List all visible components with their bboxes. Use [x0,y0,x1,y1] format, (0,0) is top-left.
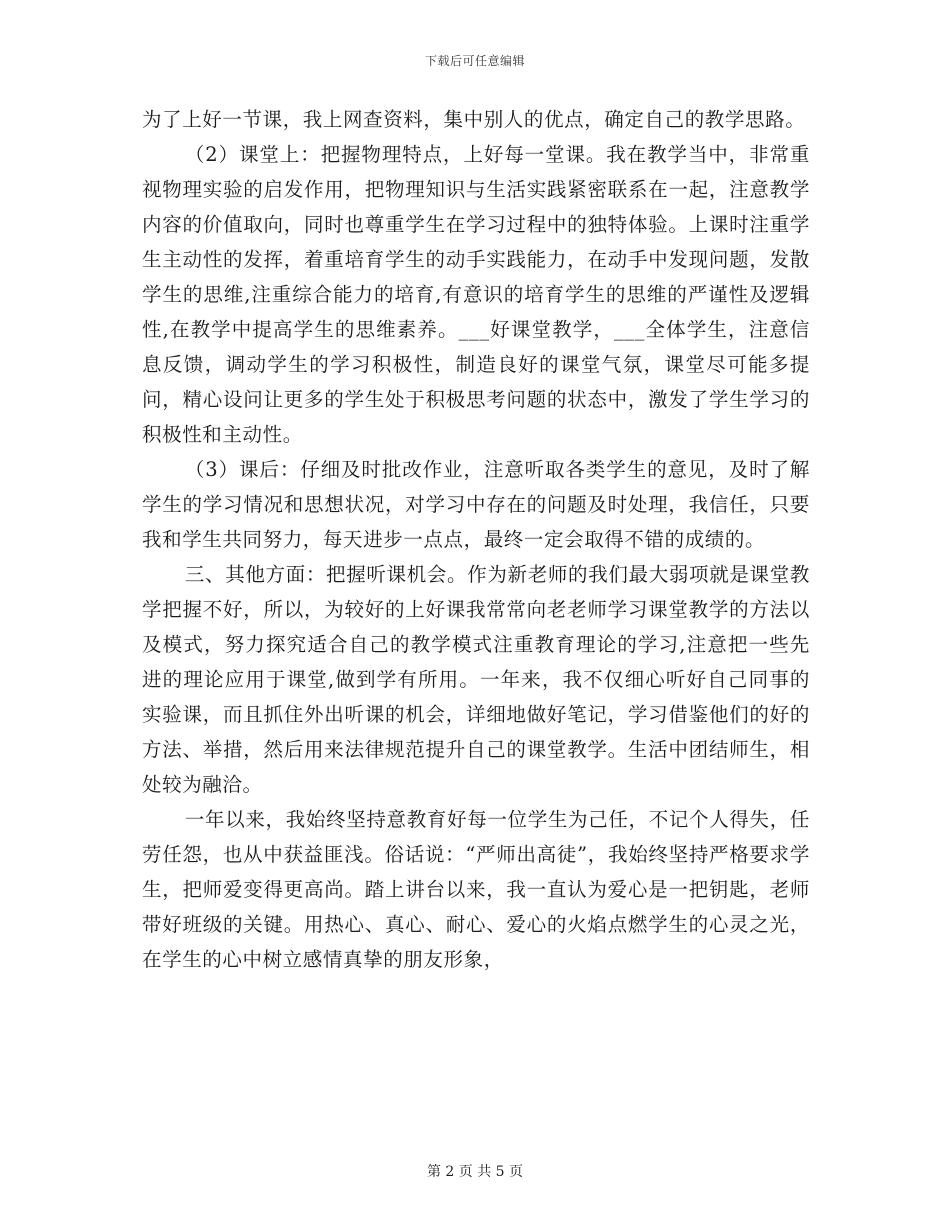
page-header: 下载后可任意编辑 [424,54,525,68]
paragraph-after-class: （3）课后：仔细及时批改作业，注意听取各类学生的意见，及时了解学生的学习情况和思想状况，对学习中存在的问题及时处理，我信任，只要我和学生共同努力，每天进步一点点，最终一定会取得不错的成绩的。 [142,458,810,551]
paragraph-continuation: 为了上好一节课，我上网查资料，集中别人的优点，确定自己的教学思路。 [142,108,806,131]
page-number: 第 2 页 共 5 页 [426,1164,524,1180]
document-body [142,102,810,977]
paragraph-in-class: （2）课堂上：把握物理特点，上好每一堂课。我在教学当中，非常重视物理实验的启发作用，把物理知识与生活实践紧密联系在一起，注意教学内容的价值取向，同时也尊重学生在学习过程中的独特体验。上课时注重学生主动性的发挥，着重培育学生的动手实践能力，在动手中发现问题，发散学生的思维,注重综合能力的培育,有意识的培育学生的思维的严谨性及逻辑性,在教学中提高学生的思维素养。___好课堂教学，___全体学生，注意信息反馈，调动学生的学习积极性，制造良好的课堂气氛，课堂尽可能多提问，精心设问让更多的学生处于积极思考问题的状态中，激发了学生学习的积极性和主动性。 [142,143,810,446]
paragraph-other-aspects: 三、其他方面：把握听课机会。作为新老师的我们最大弱项就是课堂教学把握不好，所以，为较好的上好课我常常向老老师学习课堂教学的方法以及模式，努力探究适合自己的教学模式注重教育理论的学习,注意把一些先进的理论应用于课堂,做到学有所用。一年来，我不仅细心听好自己同事的实验课，而且抓住外出听课的机会，详细地做好笔记，学习借鉴他们的好的方法、举措，然后用来法律规范提升自己的课堂教学。生活中团结师生，相处较为融洽。 [142,563,810,796]
paragraph-summary: 一年以来，我始终坚持意教育好每一位学生为己任，不记个人得失，任劳任怨，也从中获益匪浅。俗话说：“严师出高徒”，我始终坚持严格要求学生，把师爱变得更高尚。踏上讲台以来，我一直认为爱心是一把钥匙，老师带好班级的关键。用热心、真心、耐心、爱心的火焰点燃学生的心灵之光，在学生的心中树立感情真挚的朋友形象， [142,808,810,971]
